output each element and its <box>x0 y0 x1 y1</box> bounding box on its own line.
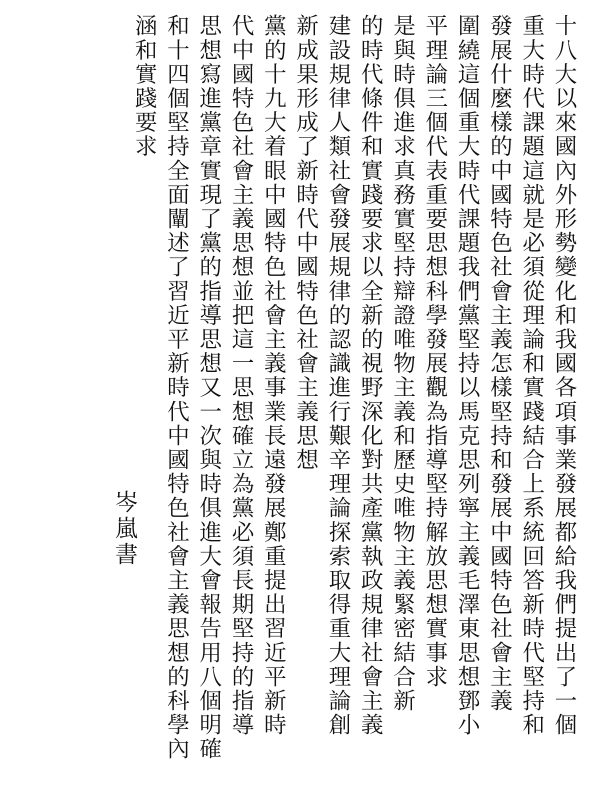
text-column-2: 重大時代課題這就是必須從理論和實踐結合上系統回答新時代堅持和 <box>518 14 545 737</box>
text-column-12: 思想寫進黨章實現了黨的指導思想又一次與時俱進大會報告用八個明確 <box>195 14 222 762</box>
text-column-11: 代中國特色社會主義思想並把這一思想確立為黨必須長期堅持的指導 <box>228 14 255 737</box>
text-column-5: 平理論三個代表重要思想科學發展觀為指導堅持解放思想實事求 <box>421 14 448 689</box>
text-column-6: 是與時俱進求真務實堅持辯證唯物主義和歷史唯物主義緊密結合新 <box>389 14 416 713</box>
calligraphy-text-block <box>128 14 580 789</box>
text-column-7: 的時代條件和實踐要求以全新的視野深化對共產黨執政規律社會主義 <box>357 14 384 737</box>
text-column-4: 圍繞這個重大時代課題我們黨堅持以馬克思列寧主義毛澤東思想鄧小 <box>454 14 481 737</box>
text-column-3: 發展什麼樣的中國特色社會主義怎樣堅持和發展中國特色社會主義 <box>486 14 513 713</box>
text-column-14: 涵和實踐要求 <box>131 14 158 159</box>
text-column-13: 和十四個堅持全面闡述了習近平新時代中國特色社會主義思想的科學內 <box>163 14 190 762</box>
text-column-9: 新成果形成了新時代中國特色社會主義思想 <box>292 14 319 472</box>
text-column-8: 建設規律人類社會發展規律的認識進行艱辛理論探索取得重大理論創 <box>324 14 351 737</box>
calligrapher-signature: 岑嵐書 <box>111 490 137 568</box>
text-column-10: 黨的十九大着眼中國特色社會主義事業長遠發展鄭重提出習近平新時 <box>260 14 287 737</box>
text-column-1: 十八大以來國內外形勢變化和我國各項事業發展都給我們提出了一個 <box>551 14 577 737</box>
